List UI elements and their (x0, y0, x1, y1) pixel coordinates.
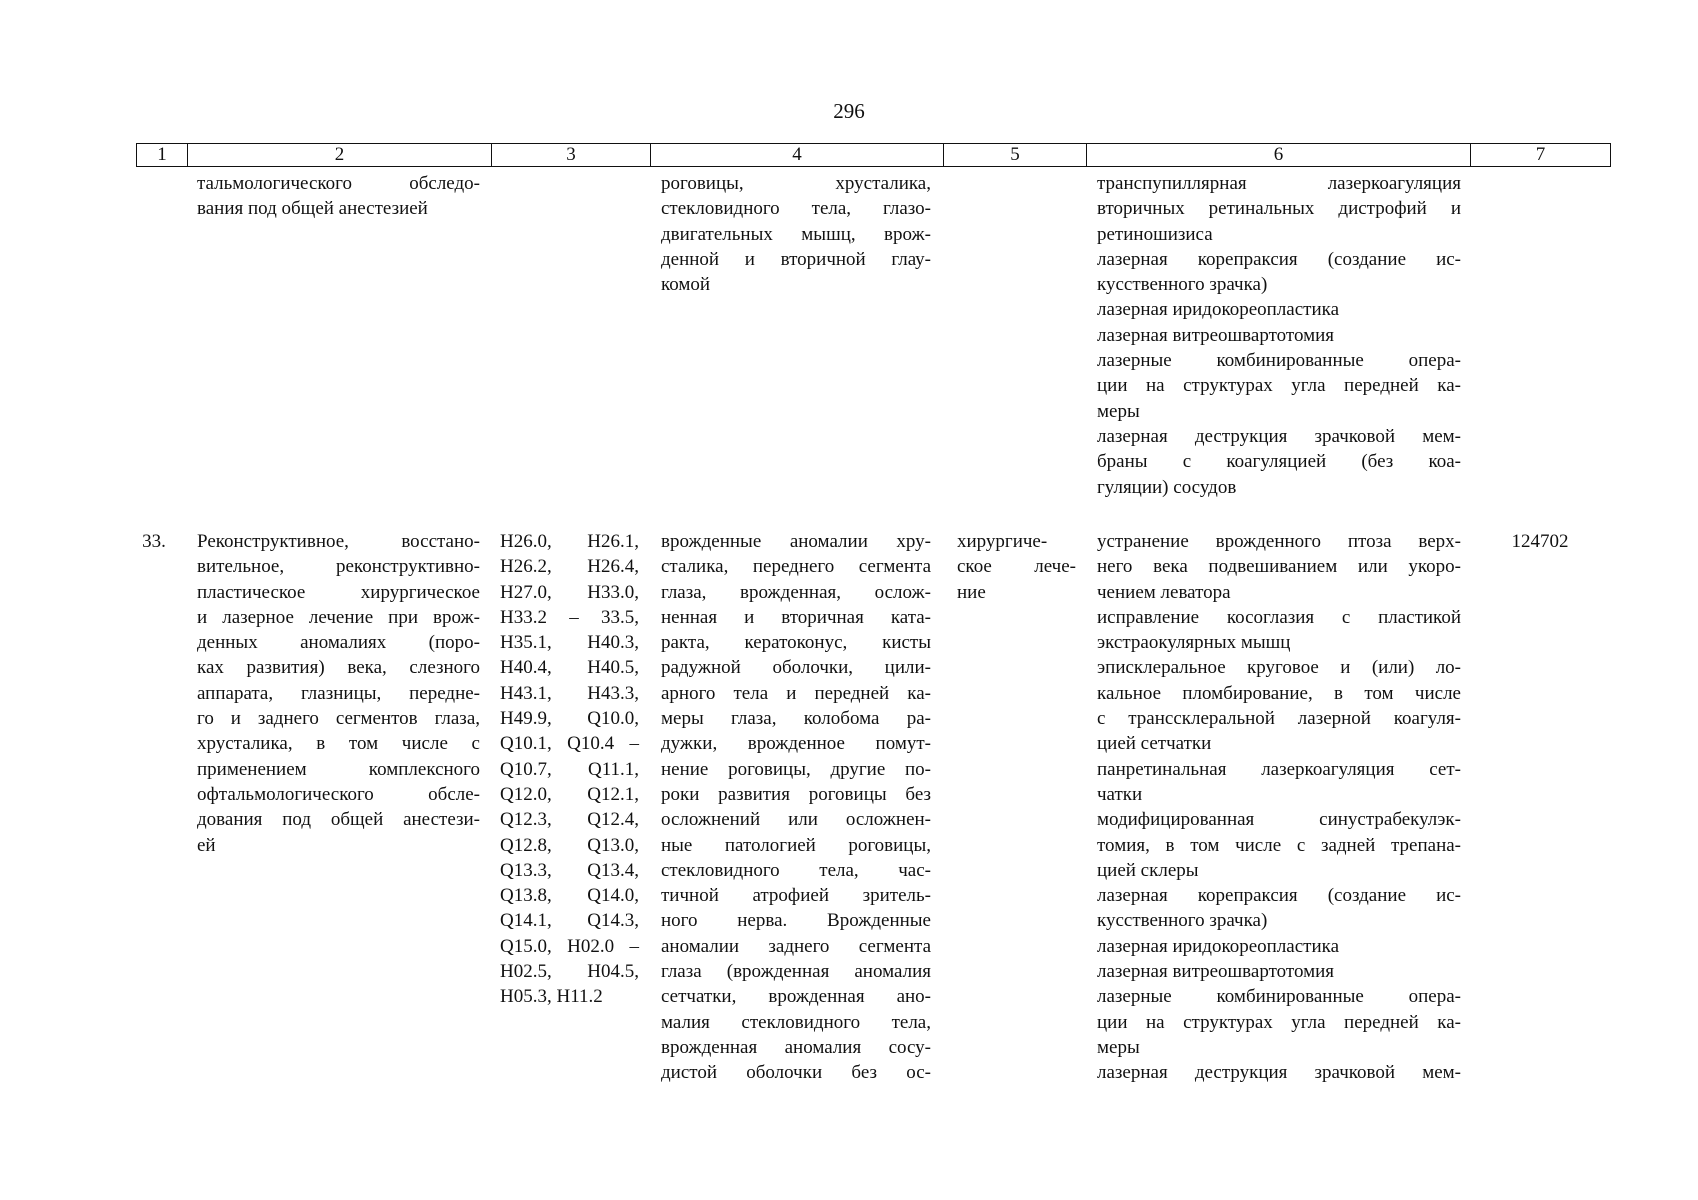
text-line: двигательных мышц, врож- (661, 223, 931, 245)
text-line: аппарата, глазницы, передне- (197, 682, 480, 704)
text-line: меры глаза, колобома ра- (661, 708, 931, 730)
text-line: ракта, кератоконус, кисты (661, 632, 931, 654)
page-number: 296 (833, 99, 865, 123)
text-line: сетчатки, врожденная ано- (661, 986, 931, 1008)
text-line: глаза, врожденная, ослож- (661, 581, 931, 603)
header-col-2: 2 (188, 144, 492, 166)
row33-codes-cell (500, 529, 639, 1010)
text-line: лазерная корепраксия (создание ис- (1097, 885, 1461, 907)
text-line: Q12.3, Q12.4, (500, 809, 639, 831)
text-line: гуляции) сосудов (1097, 476, 1237, 498)
text-line: лазерная витреошвартотомия (1097, 961, 1335, 983)
text-line: дования под общей анестези- (197, 809, 480, 831)
text-line: браны с коагуляцией (без коа- (1097, 451, 1461, 473)
text-line: чатки (1097, 783, 1143, 805)
row33-conditions-cell (661, 529, 931, 1086)
text-line: кусственного зрачка) (1097, 910, 1268, 932)
text-line: кусственного зрачка) (1097, 274, 1268, 296)
text-line: ей (197, 834, 216, 856)
text-line: стекловидного тела, час- (661, 859, 931, 881)
text-line: Q14.1, Q14.3, (500, 910, 639, 932)
text-line: транспупиллярная лазеркоагуляция (1097, 173, 1461, 194)
text-line: тичной атрофией зритель- (661, 885, 931, 907)
text-line: сталика, переднего сегмента (661, 556, 931, 578)
text-line: малия стекловидного тела, (661, 1011, 931, 1033)
text-line: Q10.7, Q11.1, (500, 758, 639, 780)
text-line: панретинальная лазеркоагуляция сет- (1097, 758, 1461, 780)
text-line: врожденная аномалия сосу- (661, 1036, 931, 1058)
header-col-6: 6 (1087, 144, 1471, 166)
text-line: лазерная деструкция зрачковой мем- (1097, 1062, 1461, 1084)
text-line: H27.0, H33.0, (500, 581, 639, 603)
header-col-5: 5 (944, 144, 1087, 166)
text-line: го и заднего сегментов глаза, (197, 708, 480, 730)
text-line: стекловидного тела, глазо- (661, 198, 931, 220)
text-line: кальное пломбирование, в том числе (1097, 682, 1461, 704)
row33-treatment-cell (957, 529, 1076, 605)
text-line: Q13.3, Q13.4, (500, 859, 639, 881)
header-col-7: 7 (1471, 144, 1611, 166)
text-line: Q12.0, Q12.1, (500, 783, 639, 805)
text-line: исправление косоглазия с пластикой (1097, 606, 1461, 628)
text-line: H35.1, H40.3, (500, 632, 639, 654)
text-line: аномалии заднего сегмента (661, 935, 931, 957)
text-line: лазерная иридокореопластика (1097, 299, 1340, 321)
text-line: ках развития) века, слезного (197, 657, 480, 679)
table-header-row (136, 143, 1611, 167)
text-line: врожденные аномалии хру- (661, 531, 931, 552)
header-col-3: 3 (492, 144, 651, 166)
text-line: нение роговицы, другие по- (661, 758, 931, 780)
text-line: цией склеры (1097, 859, 1199, 881)
text-line: хрусталика, в том числе с (197, 733, 480, 755)
text-line: лазерная витреошвартотомия (1097, 324, 1335, 346)
text-line: дистой оболочки без ос- (661, 1062, 931, 1084)
text-line: роки развития роговицы без (661, 783, 931, 805)
text-line: Q12.8, Q13.0, (500, 834, 639, 856)
text-line: хирургиче- (957, 531, 1048, 552)
cont-conditions-cell (661, 171, 931, 297)
text-line: комой (661, 274, 711, 296)
text-line: ции на структурах угла передней ка- (1097, 1011, 1461, 1033)
cont-name-cell (197, 171, 480, 222)
text-line: пластическое хирургическое (197, 581, 480, 603)
text-line: ненная и вторичная ката- (661, 606, 931, 628)
text-line: H43.1, H43.3, (500, 682, 639, 704)
text-line: чением леватора (1097, 581, 1231, 603)
text-line: с транссклеральной лазерной коагуля- (1097, 708, 1461, 730)
text-line: тальмологического обследо- (197, 173, 480, 194)
text-line: радужной оболочки, цили- (661, 657, 931, 679)
text-line: Q10.1, Q10.4 – (500, 733, 639, 755)
text-line: лазерные комбинированные опера- (1097, 986, 1461, 1008)
text-line: устранение врожденного птоза верх- (1097, 531, 1461, 552)
text-line: вания под общей анестезией (197, 198, 428, 220)
text-line: лазерная иридокореопластика (1097, 935, 1340, 957)
text-line: эписклеральное круговое и (или) ло- (1097, 657, 1461, 679)
text-line: лазерные комбинированные опера- (1097, 350, 1461, 372)
text-line: Q13.8, Q14.0, (500, 885, 639, 907)
text-line: томия, в том числе с задней трепана- (1097, 834, 1461, 856)
text-line: ции на структурах угла передней ка- (1097, 375, 1461, 397)
text-line: арного тела и передней ка- (661, 682, 931, 704)
text-line: лазерная деструкция зрачковой мем- (1097, 425, 1461, 447)
text-line: H26.2, H26.4, (500, 556, 639, 578)
text-line: применением комплексного (197, 758, 480, 780)
text-line: вторичных ретинальных дистрофий и (1097, 198, 1461, 220)
text-line: ного нерва. Врожденные (661, 910, 931, 932)
text-line: H05.3, H11.2 (500, 986, 603, 1008)
row33-methods-cell (1097, 529, 1461, 1086)
text-line: H02.5, H04.5, (500, 961, 639, 983)
text-line: экстраокулярных мышц (1097, 632, 1291, 654)
row33-name-cell (197, 529, 480, 858)
text-line: меры (1097, 1036, 1140, 1058)
text-line: денных аномалиях (поро- (197, 632, 480, 654)
text-line: цией сетчатки (1097, 733, 1212, 755)
text-line: него века подвешиванием или укоро- (1097, 556, 1461, 578)
text-line: роговицы, хрусталика, (661, 173, 931, 194)
text-line: лазерная корепраксия (создание ис- (1097, 248, 1461, 270)
header-col-1: 1 (137, 144, 188, 166)
text-line: H40.4, H40.5, (500, 657, 639, 679)
header-col-4: 4 (651, 144, 944, 166)
text-line: Q15.0, H02.0 – (500, 935, 639, 957)
text-line: ретиношизиса (1097, 223, 1213, 245)
text-line: ское лече- (957, 556, 1076, 578)
text-line: ние (957, 581, 986, 603)
text-line: дужки, врожденное помут- (661, 733, 931, 755)
text-line: H49.9, Q10.0, (500, 708, 639, 730)
row33-cost-cell: 124702 (1511, 531, 1569, 552)
text-line: модифицированная синустрабекулэк- (1097, 809, 1461, 831)
text-line: меры (1097, 400, 1140, 422)
text-line: осложнений или осложнен- (661, 809, 931, 831)
text-line: вительное, реконструктивно- (197, 556, 480, 578)
text-line: H33.2 – 33.5, (500, 606, 639, 628)
row-number: 33. (142, 531, 166, 552)
text-line: и лазерное лечение при врож- (197, 606, 480, 628)
text-line: H26.0, H26.1, (500, 531, 639, 552)
text-line: офтальмологического обсле- (197, 783, 480, 805)
text-line: денной и вторичной глау- (661, 248, 931, 270)
text-line: Реконструктивное, восстано- (197, 531, 480, 552)
cont-methods-cell (1097, 171, 1461, 500)
text-line: глаза (врожденная аномалия (661, 961, 931, 983)
text-line: ные патологией роговицы, (661, 834, 931, 856)
